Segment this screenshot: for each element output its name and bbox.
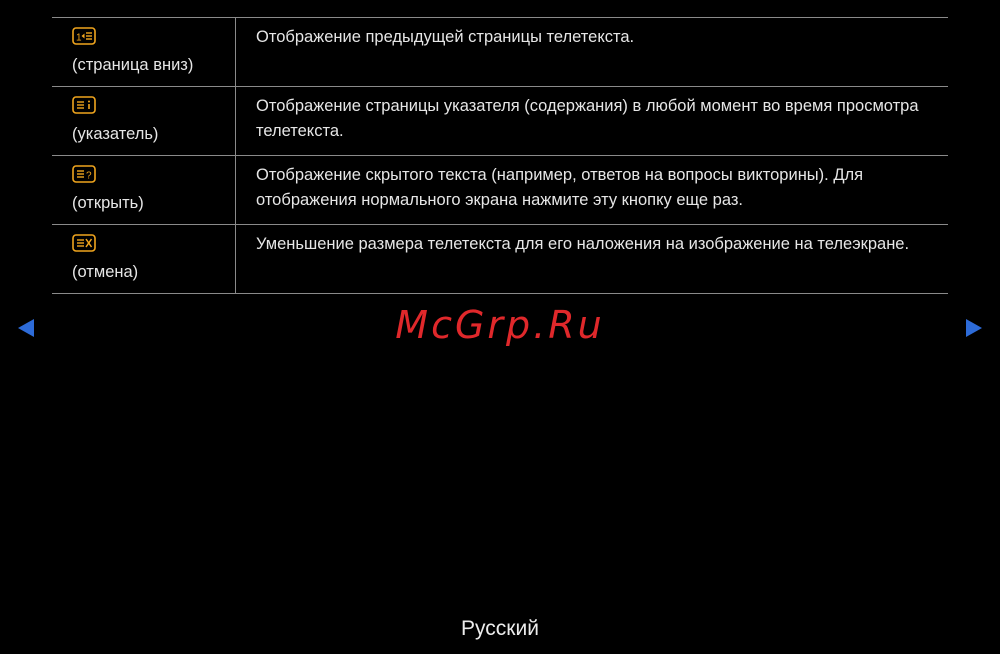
svg-text:?: ? bbox=[86, 170, 92, 182]
footer-language: Русский bbox=[461, 617, 539, 640]
table-row bbox=[52, 18, 948, 87]
index-icon bbox=[72, 96, 98, 118]
page-down-icon bbox=[72, 27, 98, 49]
reveal-icon bbox=[72, 165, 98, 187]
table-row bbox=[52, 87, 948, 156]
button-description: Отображение предыдущей страницы телетекста. bbox=[256, 28, 635, 46]
button-label: (указатель) bbox=[72, 125, 159, 143]
button-description: Отображение скрытого текста (например, ответов на вопросы викторины). Для отображения нормального экрана нажмите эту кнопку еще раз. bbox=[256, 166, 864, 209]
cancel-icon bbox=[72, 234, 98, 256]
table-row bbox=[52, 156, 948, 225]
button-cell bbox=[52, 18, 236, 86]
teletext-button-table bbox=[52, 17, 948, 294]
button-label: (отмена) bbox=[72, 263, 139, 281]
svg-text:1: 1 bbox=[76, 32, 82, 44]
button-description: Уменьшение размера телетекста для его наложения на изображение на телеэкране. bbox=[256, 235, 910, 253]
table-row bbox=[52, 225, 948, 294]
watermark: McGrp.Ru bbox=[395, 303, 605, 347]
button-cell bbox=[52, 87, 236, 155]
button-description: Отображение страницы указателя (содержания) в любой момент во время просмотра телетекста. bbox=[256, 97, 919, 140]
button-label: (открыть) bbox=[72, 194, 144, 212]
button-cell bbox=[52, 225, 236, 293]
button-cell bbox=[52, 156, 236, 224]
button-label: (страница вниз) bbox=[72, 56, 194, 74]
